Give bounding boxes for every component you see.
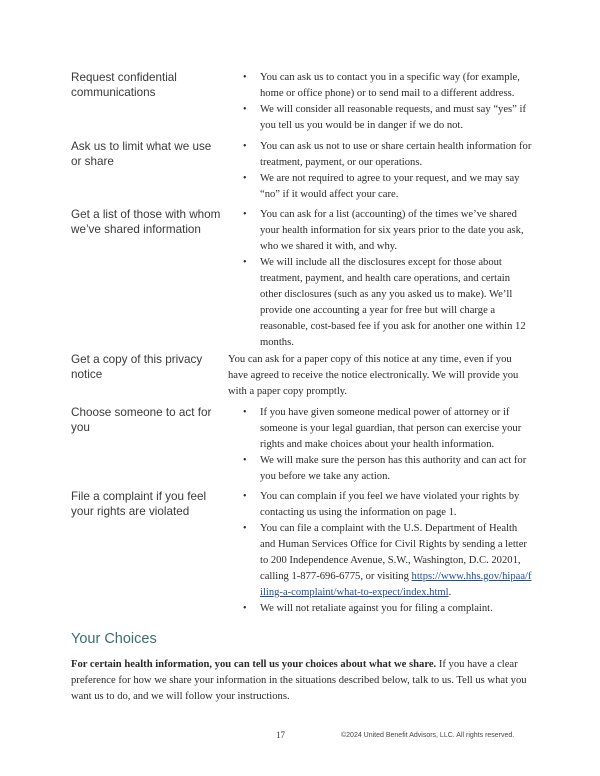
list-item-text: You can complain if you feel we have violated your rights by contacting us using the information on page 1. — [260, 491, 520, 518]
list-item-text: If you have given someone medical power of attorney or if someone is your legal guardian, that person can exercise your rights and make choices about your health information. — [260, 407, 522, 450]
list-item — [228, 489, 534, 521]
page-number: 17 — [276, 730, 285, 740]
bullet-list — [228, 489, 534, 617]
row-content — [228, 70, 534, 134]
list-item — [228, 601, 534, 617]
list-item — [228, 521, 534, 601]
hhs-complaint-link[interactable]: https://www.hhs.gov/hipaa/filing-a-complaint/what-to-expect/index.html — [260, 571, 532, 598]
list-item — [228, 405, 534, 453]
list-item — [228, 255, 534, 351]
list-item-text: We will consider all reasonable requests, and must say “yes” if you tell us you would be in danger if we do not. — [260, 104, 526, 131]
row-label: Ask us to limit what we use or share — [71, 140, 212, 168]
row-content — [228, 207, 534, 351]
bullet-icon: • — [243, 603, 247, 614]
bullet-list — [228, 70, 534, 134]
row-label: Choose someone to act for you — [71, 406, 212, 434]
bullet-icon: • — [243, 455, 247, 466]
section-heading-your-choices: Your Choices — [71, 631, 157, 647]
row-label: Request confidential communications — [71, 71, 177, 99]
list-item-text: We will include all the disclosures except for those about treatment, payment, and health care operations, and certain other disclosures (such as any you asked us to make). We’ll provide one accounting a year for free but will charge a reasonable, cost-based fee if you ask for another one within 12 months. — [260, 257, 526, 348]
bullet-list — [228, 139, 534, 203]
list-item — [228, 207, 534, 255]
row-label: File a complaint if you feel your rights are violated — [71, 490, 207, 518]
row-content — [228, 405, 534, 485]
bullet-icon: • — [243, 491, 247, 502]
body-text: If you have a clear preference for how we share your information in the situations described below, talk to us. Tell us what you want us to do, and we will follow your instructions. — [71, 659, 527, 702]
list-item-text: . — [448, 587, 452, 598]
list-item-text: We will make sure the person has this authority and can act for you before we take any action. — [260, 455, 527, 482]
bullet-icon: • — [243, 72, 247, 83]
row-label: Get a copy of this privacy notice — [71, 353, 203, 381]
bullet-list — [228, 405, 534, 485]
list-item-text: You can file a complaint with the U.S. Department of Health and Human Services Office for Civil Rights by sending a letter to 200 Independence Avenue, S.W., Washington, D.C. 20201, calling 1-877-696-6775, or visiting — [260, 523, 527, 582]
list-item-text: We are not required to agree to your request, and we may say “no” if it would affect your care. — [260, 173, 520, 200]
bold-intro: For certain health information, you can tell us your choices about what we share. — [71, 659, 437, 670]
list-item — [228, 70, 534, 102]
bullet-icon: • — [243, 104, 247, 115]
list-item-text: You can ask us not to use or share certain health information for treatment, payment, or our operations. — [260, 141, 532, 168]
bullet-icon: • — [243, 173, 247, 184]
copyright-text: ©2024 United Benefit Advisors, LLC. All rights reserved. — [341, 732, 515, 739]
bullet-icon: • — [243, 209, 247, 220]
list-item-text: You can ask us to contact you in a specific way (for example, home or office phone) or to send mail to a different address. — [260, 72, 520, 99]
bullet-icon: • — [243, 141, 247, 152]
row-content — [228, 139, 534, 203]
row-label: Get a list of those with whom we’ve shared information — [71, 208, 221, 236]
bullet-icon: • — [243, 407, 247, 418]
list-item-text: We will not retaliate against you for filing a complaint. — [260, 603, 493, 614]
list-item — [228, 139, 534, 171]
list-item-text: You can ask for a list (accounting) of the times we’ve shared your health information for six years prior to the date you ask, who we shared it with, and why. — [260, 209, 524, 252]
list-item — [228, 102, 534, 134]
bullet-icon: • — [243, 523, 247, 534]
bullet-list — [228, 207, 534, 351]
your-choices-paragraph — [71, 657, 531, 705]
row-content — [228, 489, 534, 617]
list-item — [228, 171, 534, 203]
row-content: You can ask for a paper copy of this notice at any time, even if you have agreed to receive the notice electronically. We will provide you with a paper copy promptly. — [228, 354, 519, 397]
list-item — [228, 453, 534, 485]
bullet-icon: • — [243, 257, 247, 268]
